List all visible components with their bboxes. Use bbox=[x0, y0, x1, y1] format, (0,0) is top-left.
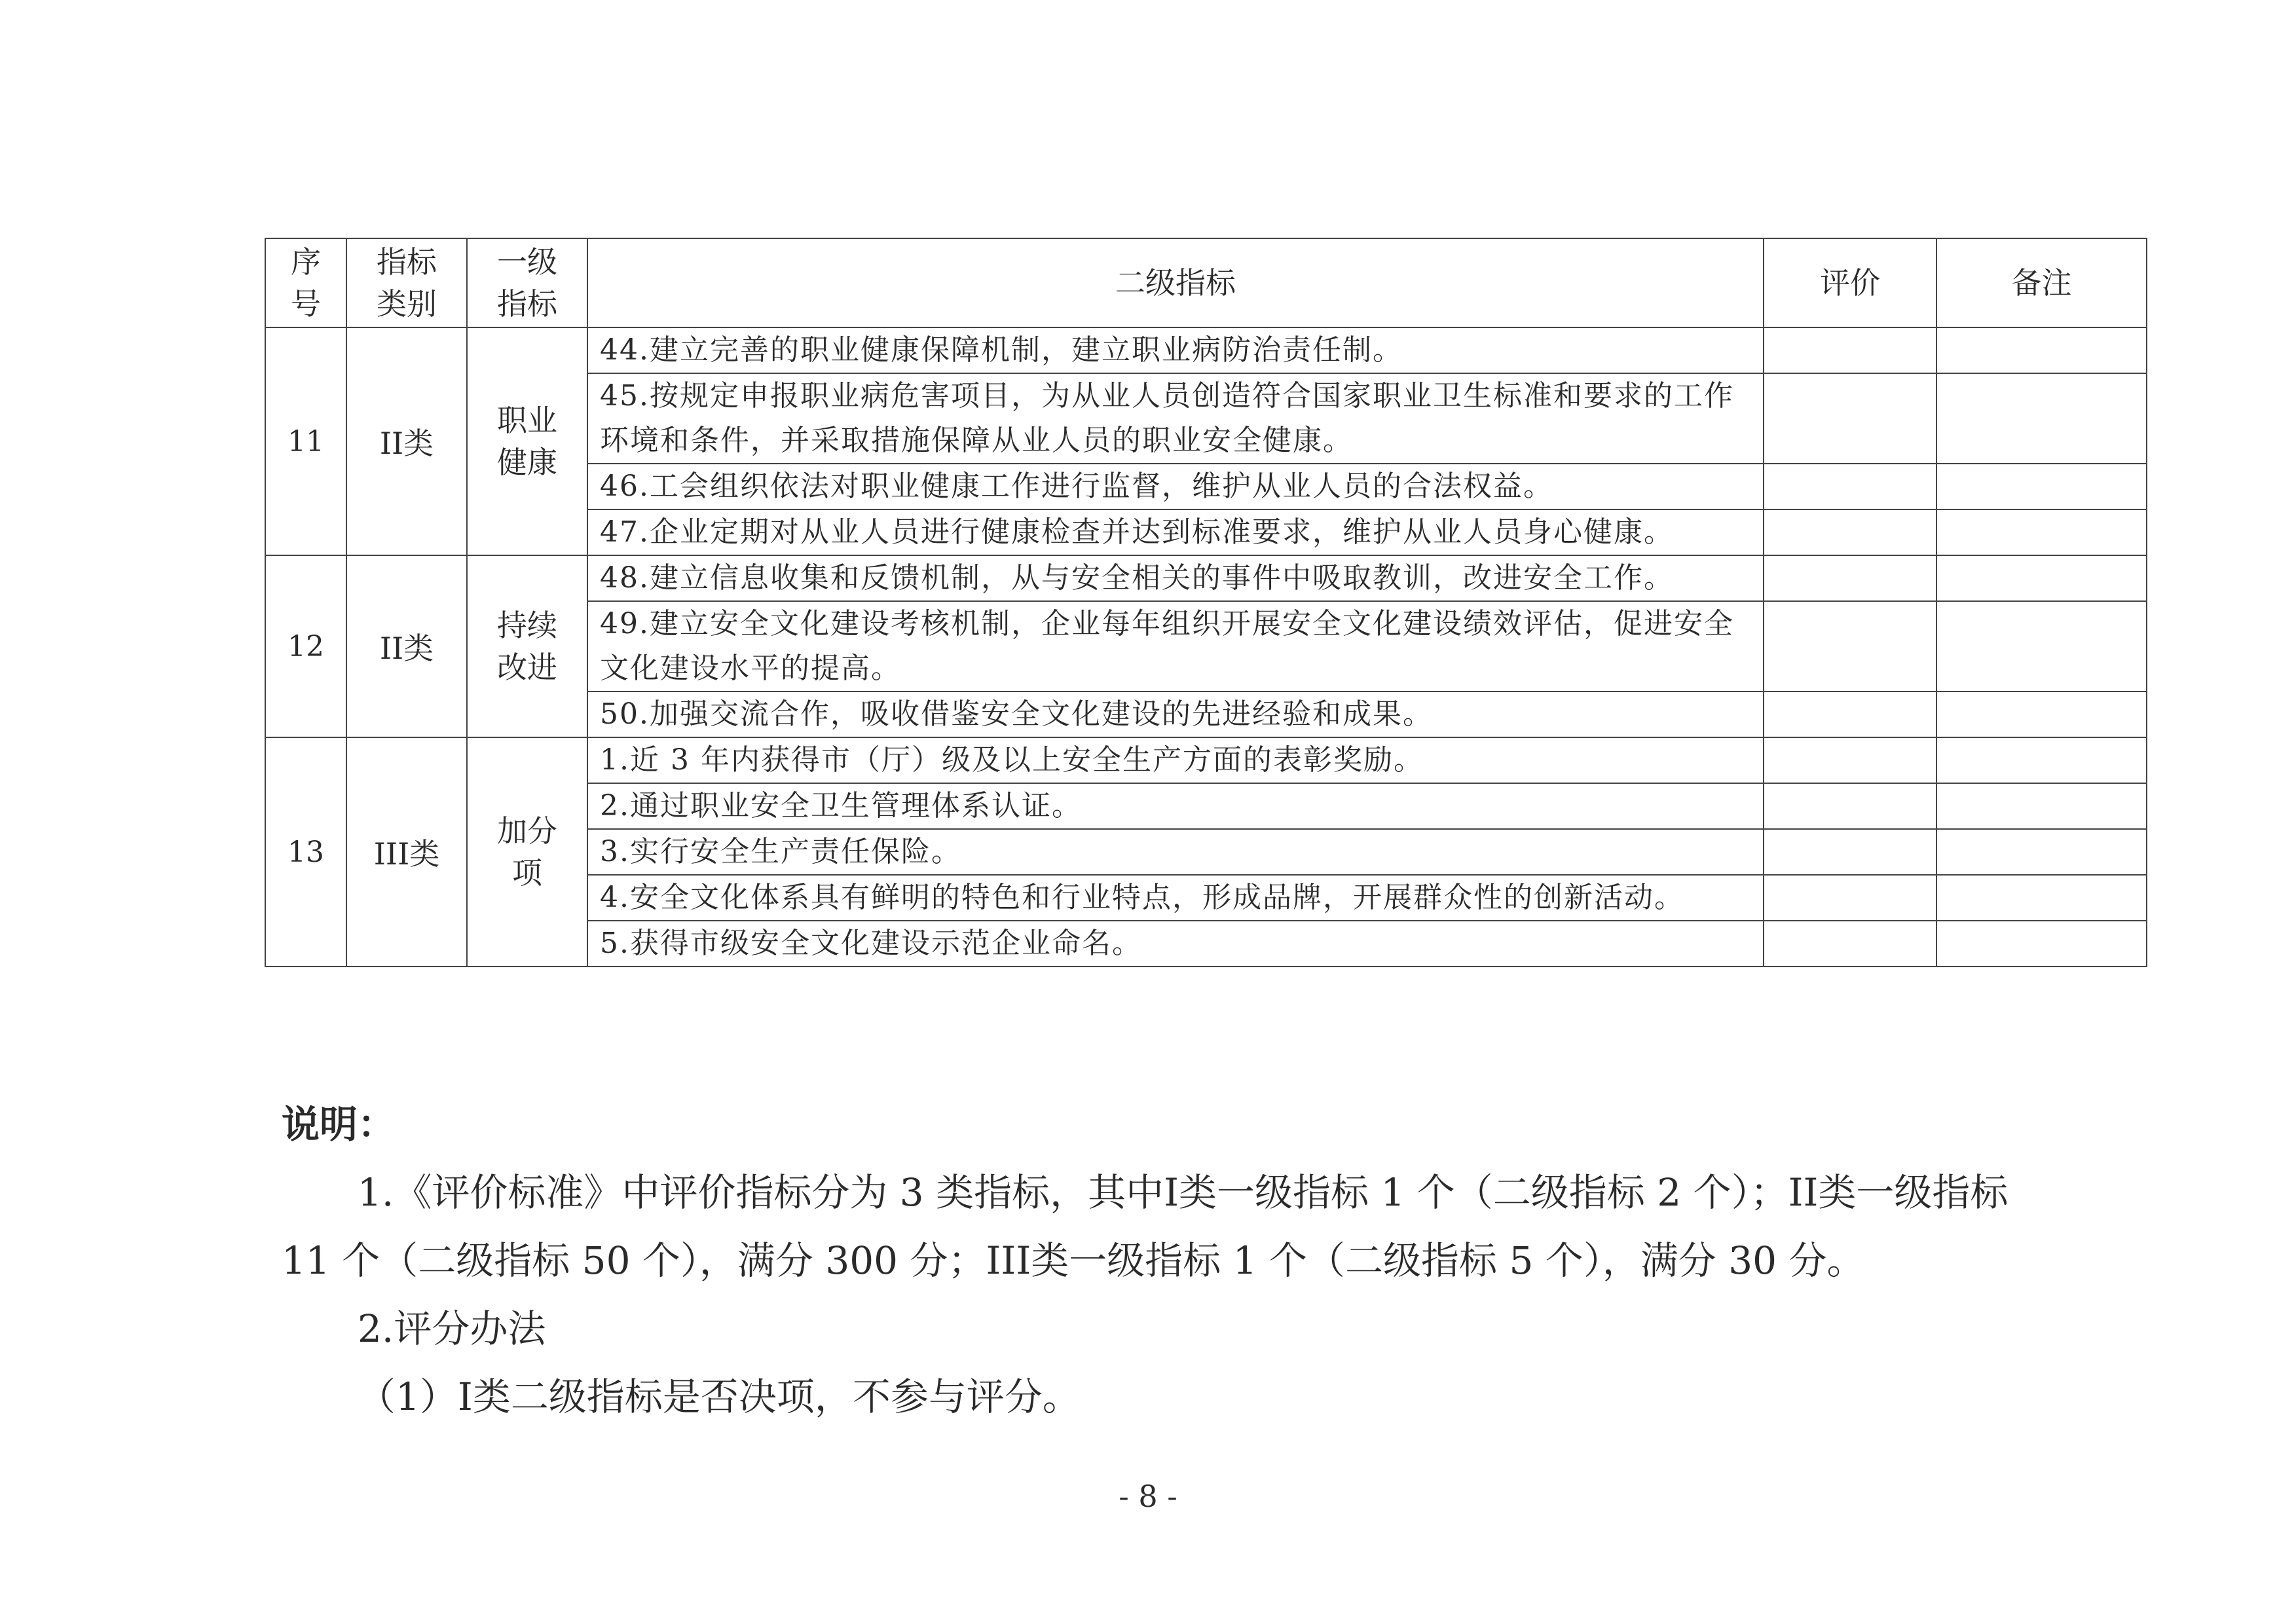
category-cell: II类 bbox=[346, 327, 467, 555]
notes-paragraph-1: 1.《评价标准》中评价指标分为 3 类指标，其中I类一级指标 1 个（二级指标 2 个）；II类一级指标 11 个（二级指标 50 个），满分 300 分；III类一级指标 1 个（二级指标 5 个），满分 30 分。 bbox=[282, 1170, 2009, 1283]
table-row bbox=[265, 327, 2147, 373]
table-row bbox=[265, 555, 2147, 601]
table-row bbox=[265, 737, 2147, 783]
level2-item: 45.按规定申报职业病危害项目，为从业人员创造符合国家职业卫生标准和要求的工作环境和条件，并采取措施保障从业人员的职业安全健康。 bbox=[587, 373, 1764, 464]
remarks-cell bbox=[1936, 601, 2147, 692]
header-category: 指标 类别 bbox=[346, 238, 467, 327]
remarks-cell bbox=[1936, 783, 2147, 829]
remarks-cell bbox=[1936, 692, 2147, 737]
evaluation-cell bbox=[1764, 327, 1936, 373]
remarks-cell bbox=[1936, 737, 2147, 783]
remarks-cell bbox=[1936, 464, 2147, 509]
category-cell: III类 bbox=[346, 737, 467, 967]
header-remarks: 备注 bbox=[1936, 238, 2147, 327]
notes-title: 说明： bbox=[282, 1102, 396, 1147]
evaluation-cell bbox=[1764, 921, 1936, 967]
notes-section bbox=[282, 1090, 2063, 1431]
evaluation-cell bbox=[1764, 783, 1936, 829]
level2-item: 48.建立信息收集和反馈机制，从与安全相关的事件中吸取教训，改进安全工作。 bbox=[587, 555, 1764, 601]
level2-item: 46.工会组织依法对职业健康工作进行监督，维护从业人员的合法权益。 bbox=[587, 464, 1764, 509]
level2-item: 50.加强交流合作，吸收借鉴安全文化建设的先进经验和成果。 bbox=[587, 692, 1764, 737]
level2-item: 3.实行安全生产责任保险。 bbox=[587, 829, 1764, 875]
level1-cell: 加分 项 bbox=[467, 737, 587, 967]
evaluation-cell bbox=[1764, 373, 1936, 464]
seq-cell: 13 bbox=[265, 737, 346, 967]
seq-cell: 12 bbox=[265, 555, 346, 737]
notes-paragraph-2: 2.评分办法 bbox=[358, 1306, 546, 1351]
evaluation-cell bbox=[1764, 737, 1936, 783]
evaluation-cell bbox=[1764, 601, 1936, 692]
evaluation-cell bbox=[1764, 829, 1936, 875]
evaluation-cell bbox=[1764, 875, 1936, 921]
level1-cell: 持续 改进 bbox=[467, 555, 587, 737]
evaluation-cell bbox=[1764, 464, 1936, 509]
level2-item: 5.获得市级安全文化建设示范企业命名。 bbox=[587, 921, 1764, 967]
header-level2: 二级指标 bbox=[587, 238, 1764, 327]
level1-cell: 职业 健康 bbox=[467, 327, 587, 555]
level2-item: 2.通过职业安全卫生管理体系认证。 bbox=[587, 783, 1764, 829]
header-level1: 一级 指标 bbox=[467, 238, 587, 327]
level2-item: 4.安全文化体系具有鲜明的特色和行业特点，形成品牌，开展群众性的创新活动。 bbox=[587, 875, 1764, 921]
remarks-cell bbox=[1936, 373, 2147, 464]
remarks-cell bbox=[1936, 921, 2147, 967]
evaluation-cell bbox=[1764, 555, 1936, 601]
notes-paragraph-3: （1）I类二级指标是否决项，不参与评分。 bbox=[358, 1375, 1081, 1419]
level2-item: 49.建立安全文化建设考核机制，企业每年组织开展安全文化建设绩效评估，促进安全文化建设水平的提高。 bbox=[587, 601, 1764, 692]
remarks-cell bbox=[1936, 875, 2147, 921]
level2-item: 1.近 3 年内获得市（厅）级及以上安全生产方面的表彰奖励。 bbox=[587, 737, 1764, 783]
header-evaluation: 评价 bbox=[1764, 238, 1936, 327]
page-number: - 8 - bbox=[1119, 1479, 1177, 1514]
remarks-cell bbox=[1936, 327, 2147, 373]
level2-item: 44.建立完善的职业健康保障机制，建立职业病防治责任制。 bbox=[587, 327, 1764, 373]
remarks-cell bbox=[1936, 555, 2147, 601]
table-header-row bbox=[265, 238, 2147, 327]
header-seq: 序 号 bbox=[265, 238, 346, 327]
remarks-cell bbox=[1936, 829, 2147, 875]
evaluation-cell bbox=[1764, 509, 1936, 555]
level2-item: 47.企业定期对从业人员进行健康检查并达到标准要求，维护从业人员身心健康。 bbox=[587, 509, 1764, 555]
category-cell: II类 bbox=[346, 555, 467, 737]
evaluation-table bbox=[265, 238, 2147, 967]
remarks-cell bbox=[1936, 509, 2147, 555]
seq-cell: 11 bbox=[265, 327, 346, 555]
evaluation-cell bbox=[1764, 692, 1936, 737]
